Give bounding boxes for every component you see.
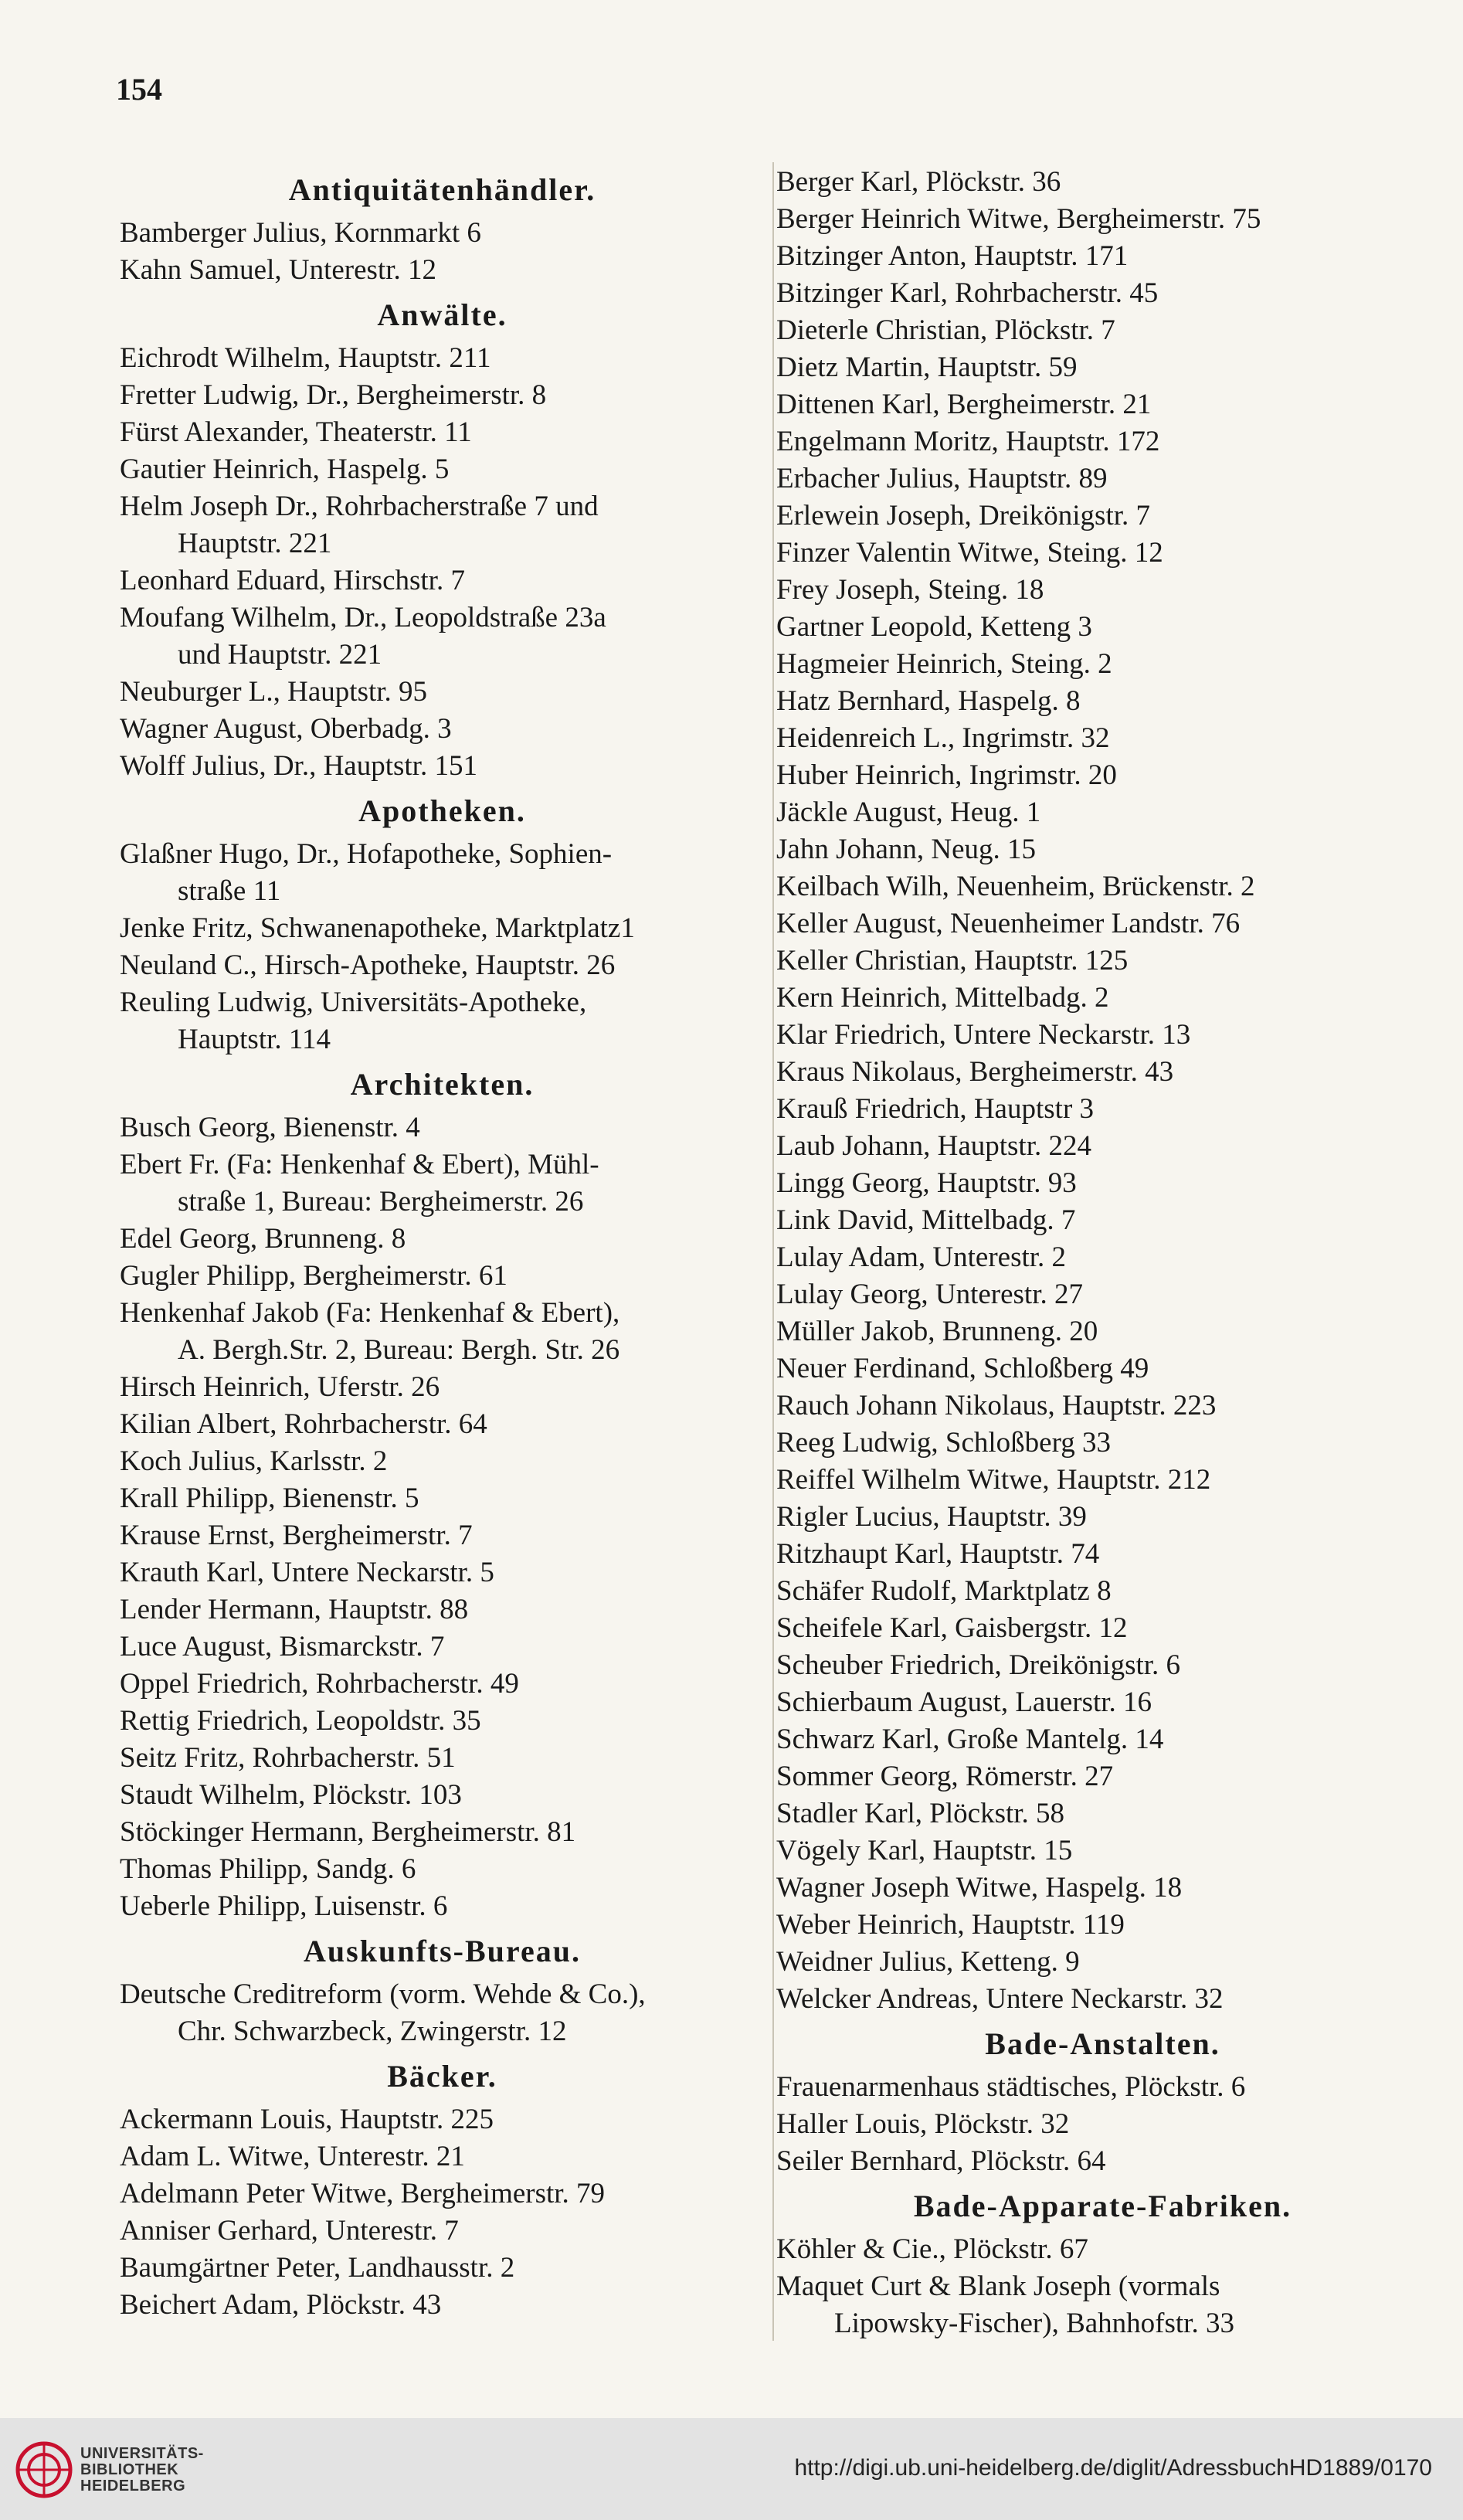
directory-entry: Eichrodt Wilhelm, Hauptstr. 211 (120, 342, 491, 374)
directory-entry: Schäfer Rudolf, Marktplatz 8 (776, 1575, 1112, 1607)
directory-entry: Jäckle August, Heug. 1 (776, 796, 1041, 828)
directory-entry: Krall Philipp, Bienenstr. 5 (120, 1482, 419, 1514)
entry-continuation: straße 11 (178, 875, 281, 907)
directory-entry: Krauß Friedrich, Hauptstr 3 (776, 1093, 1095, 1125)
directory-entry: Berger Heinrich Witwe, Bergheimerstr. 75 (776, 203, 1261, 235)
directory-entry: Luce August, Bismarckstr. 7 (120, 1631, 445, 1662)
directory-entry: Adam L. Witwe, Unterestr. 21 (120, 2141, 465, 2172)
viewer-footer (0, 2418, 1463, 2520)
entry-continuation: A. Bergh.Str. 2, Bureau: Bergh. Str. 26 (178, 1334, 620, 1366)
directory-entry: Ebert Fr. (Fa: Henkenhaf & Ebert), Mühl- (120, 1149, 599, 1180)
section-heading: Apotheken. (358, 793, 526, 828)
entry-continuation: straße 1, Bureau: Bergheimerstr. 26 (178, 1186, 584, 1218)
directory-entry: Dittenen Karl, Bergheimerstr. 21 (776, 389, 1152, 420)
directory-entry: Seitz Fritz, Rohrbacherstr. 51 (120, 1742, 456, 1774)
right-column (776, 164, 1429, 2342)
directory-entry: Maquet Curt & Blank Joseph (vormals (776, 2270, 1220, 2302)
directory-entry: Thomas Philipp, Sandg. 6 (120, 1853, 416, 1885)
entry-continuation: und Hauptstr. 221 (178, 639, 382, 671)
directory-entry: Köhler & Cie., Plöckstr. 67 (776, 2233, 1088, 2265)
directory-entry: Wagner August, Oberbadg. 3 (120, 713, 452, 745)
entry-continuation: Hauptstr. 221 (178, 528, 332, 559)
directory-entry: Ritzhaupt Karl, Hauptstr. 74 (776, 1538, 1100, 1570)
section-heading: Auskunfts-Bureau. (304, 1934, 581, 1968)
directory-entry: Baumgärtner Peter, Landhausstr. 2 (120, 2252, 515, 2284)
directory-entry: Schwarz Karl, Große Mantelg. 14 (776, 1724, 1164, 1755)
directory-entry: Anniser Gerhard, Unterestr. 7 (120, 2215, 459, 2247)
directory-entry: Erbacher Julius, Hauptstr. 89 (776, 463, 1108, 494)
directory-entry: Engelmann Moritz, Hauptstr. 172 (776, 426, 1160, 457)
directory-entry: Stöckinger Hermann, Bergheimerstr. 81 (120, 1816, 576, 1848)
directory-entry: Lulay Georg, Unterestr. 27 (776, 1279, 1083, 1310)
directory-entry: Krauth Karl, Untere Neckarstr. 5 (120, 1557, 494, 1588)
directory-entry: Helm Joseph Dr., Rohrbacherstraße 7 und (120, 491, 599, 522)
directory-entry: Weber Heinrich, Hauptstr. 119 (776, 1909, 1125, 1941)
directory-entry: Seiler Bernhard, Plöckstr. 64 (776, 2145, 1106, 2177)
directory-entry: Vögely Karl, Hauptstr. 15 (776, 1835, 1073, 1866)
directory-entry: Ueberle Philipp, Luisenstr. 6 (120, 1890, 448, 1922)
directory-entry: Haller Louis, Plöckstr. 32 (776, 2108, 1070, 2140)
directory-entry: Rettig Friedrich, Leopoldstr. 35 (120, 1705, 481, 1737)
directory-entry: Klar Friedrich, Untere Neckarstr. 13 (776, 1019, 1191, 1051)
library-name-line: BIBLIOTHEK (80, 2461, 179, 2478)
directory-entry: Berger Karl, Plöckstr. 36 (776, 166, 1061, 198)
directory-entry: Koch Julius, Karlsstr. 2 (120, 1445, 388, 1477)
directory-entry: Wagner Joseph Witwe, Haspelg. 18 (776, 1872, 1183, 1904)
directory-entry: Lulay Adam, Unterestr. 2 (776, 1241, 1067, 1273)
directory-entry: Ackermann Louis, Hauptstr. 225 (120, 2104, 494, 2135)
directory-entry: Dieterle Christian, Plöckstr. 7 (776, 314, 1115, 346)
directory-entry: Kraus Nikolaus, Bergheimerstr. 43 (776, 1056, 1174, 1088)
directory-entry: Kahn Samuel, Unterestr. 12 (120, 254, 436, 286)
section-heading: Bade-Apparate-Fabriken. (913, 2189, 1292, 2223)
directory-entry: Kilian Albert, Rohrbacherstr. 64 (120, 1408, 487, 1440)
directory-entry: Beichert Adam, Plöckstr. 43 (120, 2289, 442, 2321)
directory-entry: Bitzinger Anton, Hauptstr. 171 (776, 240, 1129, 272)
directory-entry: Neuburger L., Hauptstr. 95 (120, 676, 428, 708)
directory-entry: Leonhard Eduard, Hirschstr. 7 (120, 565, 465, 596)
directory-entry: Gugler Philipp, Bergheimerstr. 61 (120, 1260, 507, 1292)
section-heading: Bäcker. (387, 2059, 497, 2094)
directory-entry: Neuer Ferdinand, Schloßberg 49 (776, 1353, 1149, 1384)
directory-entry: Neuland C., Hirsch-Apotheke, Hauptstr. 26 (120, 949, 616, 981)
directory-entry: Frey Joseph, Steing. 18 (776, 574, 1044, 606)
directory-entry: Heidenreich L., Ingrimstr. 32 (776, 722, 1110, 754)
entry-continuation: Chr. Schwarzbeck, Zwingerstr. 12 (178, 2016, 567, 2047)
directory-entry: Adelmann Peter Witwe, Bergheimerstr. 79 (120, 2178, 606, 2209)
directory-entry: Rauch Johann Nikolaus, Hauptstr. 223 (776, 1390, 1217, 1421)
page-number: 154 (116, 72, 162, 107)
directory-entry: Lingg Georg, Hauptstr. 93 (776, 1167, 1077, 1199)
directory-entry: Deutsche Creditreform (vorm. Wehde & Co.), (120, 1978, 646, 2010)
section-heading: Antiquitätenhändler. (288, 172, 596, 207)
section-heading: Bade-Anstalten. (985, 2026, 1220, 2061)
library-name-line: UNIVERSITÄTS- (80, 2445, 204, 2462)
section-heading: Anwälte. (377, 297, 507, 332)
directory-entry: Glaßner Hugo, Dr., Hofapotheke, Sophien- (120, 838, 613, 870)
directory-entry: Busch Georg, Bienenstr. 4 (120, 1112, 420, 1143)
directory-entry: Gautier Heinrich, Haspelg. 5 (120, 453, 450, 485)
directory-entry: Keller August, Neuenheimer Landstr. 76 (776, 908, 1241, 939)
directory-entry: Staudt Wilhelm, Plöckstr. 103 (120, 1779, 462, 1811)
directory-entry: Fürst Alexander, Theaterstr. 11 (120, 416, 472, 448)
directory-entry: Laub Johann, Hauptstr. 224 (776, 1130, 1091, 1162)
directory-entry: Müller Jakob, Brunneng. 20 (776, 1316, 1098, 1347)
column-margin-marks (772, 162, 774, 2341)
directory-entry: Sommer Georg, Römerstr. 27 (776, 1761, 1114, 1792)
directory-entry: Reuling Ludwig, Universitäts-Apotheke, (120, 987, 587, 1018)
library-seal-icon (14, 2440, 74, 2500)
directory-entry: Fretter Ludwig, Dr., Bergheimerstr. 8 (120, 379, 547, 411)
directory-entry: Oppel Friedrich, Rohrbacherstr. 49 (120, 1668, 519, 1700)
directory-entry: Weidner Julius, Ketteng. 9 (776, 1946, 1080, 1978)
library-name-line: HEIDELBERG (80, 2478, 186, 2495)
directory-entry: Kern Heinrich, Mittelbadg. 2 (776, 982, 1109, 1014)
directory-entry: Frauenarmenhaus städtisches, Plöckstr. 6 (776, 2071, 1246, 2103)
directory-entry: Welcker Andreas, Untere Neckarstr. 32 (776, 1983, 1224, 2015)
library-name (80, 2446, 204, 2495)
directory-entry: Jahn Johann, Neug. 15 (776, 834, 1037, 865)
directory-entry: Scheuber Friedrich, Dreikönigstr. 6 (776, 1649, 1181, 1681)
directory-entry: Hatz Bernhard, Haspelg. 8 (776, 685, 1081, 717)
directory-entry: Edel Georg, Brunneng. 8 (120, 1223, 406, 1255)
directory-entry: Henkenhaf Jakob (Fa: Henkenhaf & Ebert), (120, 1297, 620, 1329)
directory-entry: Scheifele Karl, Gaisbergstr. 12 (776, 1612, 1128, 1644)
section-heading: Architekten. (350, 1067, 535, 1102)
directory-entry: Dietz Martin, Hauptstr. 59 (776, 352, 1078, 383)
directory-entry: Wolff Julius, Dr., Hauptstr. 151 (120, 750, 477, 782)
directory-entry: Reeg Ludwig, Schloßberg 33 (776, 1427, 1111, 1459)
directory-entry: Rigler Lucius, Hauptstr. 39 (776, 1501, 1087, 1533)
directory-entry: Moufang Wilhelm, Dr., Leopoldstraße 23a (120, 602, 606, 633)
source-url[interactable]: http://digi.ub.uni-heidelberg.de/diglit/AdressbuchHD1889/0170 (794, 2455, 1432, 2481)
directory-entry: Bamberger Julius, Kornmarkt 6 (120, 217, 481, 249)
entry-continuation: Hauptstr. 114 (178, 1024, 331, 1055)
directory-entry: Bitzinger Karl, Rohrbacherstr. 45 (776, 277, 1159, 309)
directory-entry: Gartner Leopold, Ketteng 3 (776, 611, 1092, 643)
directory-entry: Keller Christian, Hauptstr. 125 (776, 945, 1129, 976)
directory-entry: Erlewein Joseph, Dreikönigstr. 7 (776, 500, 1150, 532)
directory-entry: Link David, Mittelbadg. 7 (776, 1204, 1076, 1236)
directory-entry: Hagmeier Heinrich, Steing. 2 (776, 648, 1112, 680)
directory-entry: Reiffel Wilhelm Witwe, Hauptstr. 212 (776, 1464, 1211, 1496)
directory-entry: Huber Heinrich, Ingrimstr. 20 (776, 759, 1117, 791)
entry-continuation: Lipowsky-Fischer), Bahnhofstr. 33 (834, 2308, 1234, 2339)
directory-entry: Keilbach Wilh, Neuenheim, Brückenstr. 2 (776, 871, 1255, 902)
directory-entry: Schierbaum August, Lauerstr. 16 (776, 1686, 1152, 1718)
directory-entry: Lender Hermann, Hauptstr. 88 (120, 1594, 469, 1625)
left-column (120, 164, 765, 2324)
directory-entry: Hirsch Heinrich, Uferstr. 26 (120, 1371, 440, 1403)
directory-entry: Finzer Valentin Witwe, Steing. 12 (776, 537, 1163, 569)
directory-entry: Stadler Karl, Plöckstr. 58 (776, 1798, 1065, 1829)
directory-entry: Krause Ernst, Bergheimerstr. 7 (120, 1520, 473, 1551)
directory-entry: Jenke Fritz, Schwanenapotheke, Marktplatz1 (120, 912, 635, 944)
